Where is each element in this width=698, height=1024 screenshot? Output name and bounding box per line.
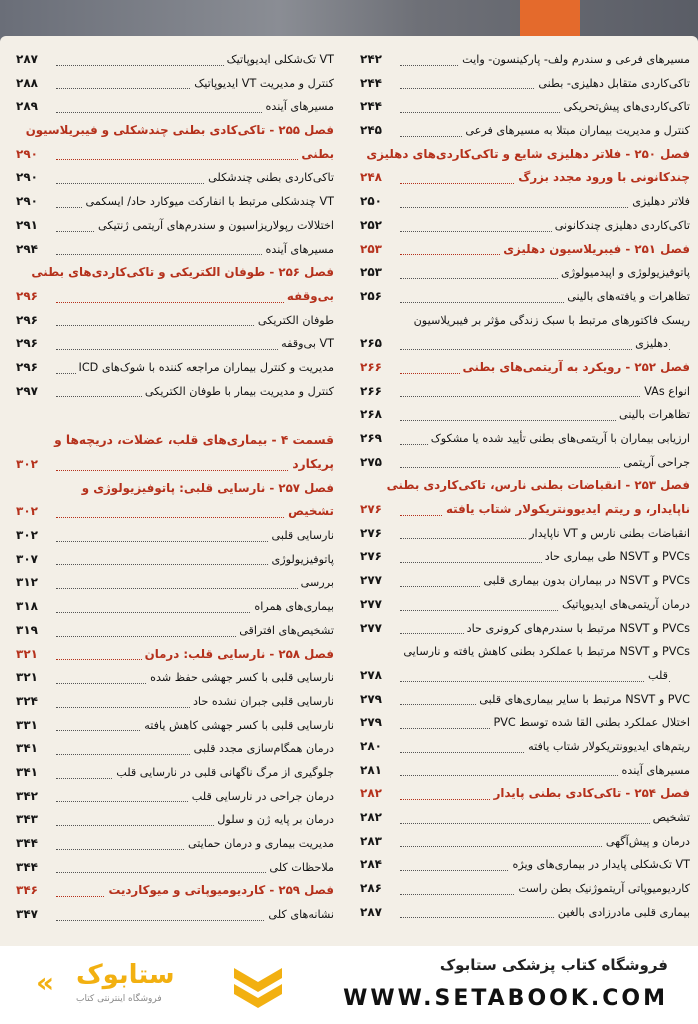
shop-url-link[interactable]: WWW.SETABOOK.COM: [343, 986, 668, 1011]
page-number: ۳۴۱: [16, 737, 42, 761]
page-number: ۲۶۹: [360, 427, 386, 451]
page-number: ۲۸۷: [360, 901, 386, 925]
toc-entry: [16, 737, 334, 761]
toc-entry: [360, 48, 690, 72]
chapter-heading: [360, 356, 690, 380]
page-number: ۲۷۵: [360, 451, 386, 475]
page-number: ۲۶۸: [360, 403, 386, 427]
entry-title: طوفان الکتریکی: [255, 309, 334, 333]
entry-title: PVCs و NSVT در بیماران بدون بیماری قلبی: [480, 569, 690, 593]
toc-entry: [16, 403, 334, 429]
entry-title: تظاهرات و یافته‌های بالینی: [564, 285, 690, 309]
chapter-heading: [360, 782, 690, 806]
chapter-heading: [16, 261, 334, 285]
toc-entry: [360, 830, 690, 854]
toc-column-left: [16, 48, 334, 927]
entry-title: قسمت ۴ - بیماری‌های قلب، عضلات، دریچه‌ها و: [51, 429, 334, 453]
page-number: ۲۷۷: [360, 617, 386, 641]
entry-title: بیماری قلبی مادرزادی بالغین: [555, 901, 690, 925]
entry-title: نارسایی قلبی با کسر جهشی حفظ شده: [147, 666, 334, 690]
page-number: ۲۴۵: [360, 119, 386, 143]
dot-leader: [56, 302, 314, 303]
entry-title: تاکی‌کاردی‌های پیش‌تحریکی: [560, 95, 690, 119]
entry-title: PVCs و NSVT مرتبط با سندرم‌های کرونری حاد: [464, 617, 690, 641]
dot-leader: [400, 823, 670, 824]
page-number: ۲۵۶: [360, 285, 386, 309]
entry-title: مسیرهای آینده: [263, 95, 334, 119]
chapter-heading: [16, 477, 334, 501]
chapter-heading: [360, 498, 690, 522]
toc-entry: [16, 48, 334, 72]
page-number: ۲۵۲: [360, 214, 386, 238]
entry-title: مسیرهای فرعی و سندرم ولف- پارکینسون- وایت: [459, 48, 690, 72]
chapter-heading: [16, 879, 334, 903]
page-number: ۲۶۵: [360, 332, 386, 356]
logo-tagline: فروشگاه اینترنتی کتاب: [76, 994, 162, 1004]
page-number: ۳۴۷: [16, 903, 42, 927]
entry-title: فصل ۲۵۴ - تاکی‌کادی بطنی پایدار: [491, 782, 690, 806]
toc-entry: [360, 190, 690, 214]
entry-title: پاتوفیزیولوژی: [268, 548, 334, 572]
entry-title: مسیرهای آینده: [619, 759, 690, 783]
page-number: ۳۲۱: [16, 666, 42, 690]
entry-title: PVCs و NSVT مرتبط با عملکرد بطنی کاهش یافته و نارسایی: [400, 640, 690, 664]
footer-banner: [0, 946, 698, 1024]
toc-entry: [16, 785, 334, 809]
entry-title: فصل ۲۵۸ - نارسایی قلب: درمان: [142, 643, 334, 667]
entry-title: درمان همگام‌سازی مجدد قلبی: [191, 737, 334, 761]
toc-entry: [16, 808, 334, 832]
dot-leader: [56, 588, 314, 589]
page-number: ۲۹۰: [16, 166, 42, 190]
page-number: ۲۹۶: [16, 356, 42, 380]
page-number: ۳۰۲: [16, 524, 42, 548]
entry-title: کنترل و مدیریت بیمار با طوفان الکتریکی: [142, 380, 334, 404]
dot-leader: [400, 349, 670, 350]
entry-title: فصل ۲۵۳ - انقباضات بطنی نارس، تاکی‌کاردی بطنی: [384, 474, 690, 498]
toc-entry: [16, 714, 334, 738]
page-number: ۳۲۴: [16, 690, 42, 714]
page-number: ۲۷۶: [360, 545, 386, 569]
page-number: ۲۸۲: [360, 782, 386, 806]
page-number: ۳۴۱: [16, 761, 42, 785]
page-number: ۲۹۱: [16, 214, 42, 238]
page-number: ۲۷۷: [360, 569, 386, 593]
entry-title: درمان آریتمی‌های ایدیوپاتیک: [559, 593, 690, 617]
toc-entry: [16, 214, 334, 238]
dot-leader: [400, 681, 670, 682]
toc-entry: [360, 380, 690, 404]
logo-mark-icon: «: [36, 966, 55, 999]
toc-entry: [360, 285, 690, 309]
page-number: ۳۴۴: [16, 856, 42, 880]
entry-title: ریتم‌های ایدیوونتریکولار شتاب یافته: [525, 735, 690, 759]
toc-entry: [16, 238, 334, 262]
page-number: ۲۶۶: [360, 380, 386, 404]
part-heading: [16, 453, 334, 477]
page-number: ۲۴۲: [360, 48, 386, 72]
chapter-heading: [16, 119, 334, 143]
entry-title: درمان جراحی در نارسایی قلب: [189, 785, 334, 809]
page-number: ۲۸۹: [16, 95, 42, 119]
dot-leader: [56, 159, 314, 160]
entry-title: انواع VAs: [641, 380, 690, 404]
toc-entry: [360, 95, 690, 119]
entry-title: اختلال عملکرد بطنی القا شده توسط PVC: [490, 711, 690, 735]
entry-title: PVCs و NSVT طی بیماری حاد: [542, 545, 690, 569]
entry-title: فصل ۲۵۲ - رویکرد به آریتمی‌های بطنی: [460, 356, 690, 380]
toc-entry: [360, 72, 690, 96]
entry-title: PVC و NSVT مرتبط با سایر بیماری‌های قلبی: [476, 688, 690, 712]
entry-title: فلاتر دهلیزی: [629, 190, 690, 214]
chapter-heading: [16, 143, 334, 167]
entry-title: نشانه‌های کلی: [265, 903, 334, 927]
part-heading: [16, 429, 334, 453]
entry-title: کنترل و مدیریت VT ایدیوپاتیک: [191, 72, 334, 96]
page-number: ۳۲۱: [16, 643, 42, 667]
entry-title: فصل ۲۵۷ - نارسایی قلبی: پاتوفیزیولوژی و: [79, 477, 334, 501]
entry-title: VT بی‌وقفه: [278, 332, 334, 356]
chapter-heading: [16, 643, 334, 667]
toc-entry: [360, 427, 690, 451]
entry-title: کنترل و مدیریت بیماران مبتلا به مسیرهای فرعی: [462, 119, 690, 143]
entry-title: درمان بر پایه ژن و سلول: [214, 808, 334, 832]
page-number: ۳۱۲: [16, 571, 42, 595]
page-number: ۲۹۶: [16, 332, 42, 356]
page-number: ۲۸۱: [360, 759, 386, 783]
toc-entry: [360, 877, 690, 901]
toc-entry: [16, 571, 334, 595]
page-number: ۲۷۸: [360, 664, 386, 688]
entry-title: تاکی‌کاردی متقابل دهلیزی- بطنی: [535, 72, 690, 96]
entry-title: تشخیص: [285, 500, 334, 524]
logo-text: ستابوک: [76, 960, 175, 990]
entry-title: نارسایی قلبی با کسر جهشی کاهش یافته: [141, 714, 334, 738]
page-number: ۲۷۶: [360, 498, 386, 522]
toc-entry: [360, 403, 690, 427]
toc-entry: [360, 214, 690, 238]
page-top-photo: [0, 0, 698, 50]
entry-title: نارسایی قلبی جبران نشده حاد: [190, 690, 334, 714]
toc-entry: [360, 664, 690, 688]
toc-entry: [360, 522, 690, 546]
toc-entry: [16, 356, 334, 380]
toc-entry: [360, 640, 690, 664]
chevron-down-icon: [232, 966, 284, 1010]
page-number: ۳۰۷: [16, 548, 42, 572]
page-number: ۳۴۴: [16, 832, 42, 856]
toc-entry: [360, 332, 690, 356]
entry-title: VT تک‌شکلی ایدیوپاتیک: [224, 48, 334, 72]
page-number: ۲۹۰: [16, 190, 42, 214]
toc-entry: [16, 190, 334, 214]
page-number: ۲۹۷: [16, 380, 42, 404]
toc-entry: [16, 166, 334, 190]
toc-entry: [16, 380, 334, 404]
toc-entry: [360, 901, 690, 925]
toc-entry: [360, 853, 690, 877]
page-number: ۲۵۳: [360, 261, 386, 285]
toc-entry: [360, 569, 690, 593]
shop-name: فروشگاه کتاب پزشکی ستابوک: [439, 956, 668, 974]
chapter-heading: [360, 143, 690, 167]
entry-title: مسیرهای آینده: [263, 238, 334, 262]
entry-title: اختلالات رپولاریزاسیون و سندرم‌های آریتمی ژنتیکی: [95, 214, 334, 238]
page-number: ۲۴۴: [360, 72, 386, 96]
entry-title: پریکارد: [289, 453, 334, 477]
entry-title: انقباضات بطنی نارس و VT ناپایدار: [526, 522, 690, 546]
entry-title: پاتوفیزیولوژی و اپیدمیولوژی: [558, 261, 690, 285]
toc-entry: [16, 832, 334, 856]
entry-title: تاکی‌کاردی دهلیزی چندکانونی: [552, 214, 690, 238]
entry-title: مدیریت بیماری و درمان حمایتی: [185, 832, 334, 856]
page-number: ۲۸۲: [360, 806, 386, 830]
chapter-heading: [360, 474, 690, 498]
page-number: ۲۸۴: [360, 853, 386, 877]
chapter-heading: [360, 238, 690, 262]
toc-entry: [360, 119, 690, 143]
page-number: ۲۵۳: [360, 238, 386, 262]
entry-title: درمان و پیش‌آگهی: [603, 830, 690, 854]
entry-title: تظاهرات بالینی: [616, 403, 690, 427]
page-number: ۲۷۷: [360, 593, 386, 617]
entry-title: جراحی آریتمی: [620, 451, 690, 475]
page-number: ۲۷۹: [360, 688, 386, 712]
entry-title: نارسایی قلبی: [269, 524, 334, 548]
toc-entry: [360, 711, 690, 735]
toc-entry: [360, 617, 690, 641]
chapter-heading: [360, 166, 690, 190]
toc-entry: [360, 735, 690, 759]
entry-title: جلوگیری از مرگ ناگهانی قلبی در نارسایی قلب: [113, 761, 334, 785]
page-number: ۲۸۸: [16, 72, 42, 96]
page-number: ۳۰۲: [16, 453, 42, 477]
toc-entry: [16, 856, 334, 880]
page-number: ۳۳۱: [16, 714, 42, 738]
toc-entry: [360, 451, 690, 475]
entry-title: فصل ۲۵۶ - طوفان الکتریکی و تاکی‌کاردی‌های بطنی: [28, 261, 334, 285]
page-number: ۲۹۴: [16, 238, 42, 262]
entry-title: بی‌وقفه: [284, 285, 334, 309]
chapter-heading: [16, 285, 334, 309]
entry-title: بیماری‌های همراه: [251, 595, 334, 619]
page-number: ۲۹۶: [16, 309, 42, 333]
dot-leader: [56, 349, 314, 350]
page-number: ۳۴۶: [16, 879, 42, 903]
toc-entry: [16, 619, 334, 643]
entry-title: ملاحظات کلی: [266, 856, 334, 880]
toc-entry: [16, 690, 334, 714]
entry-title: فصل ۲۵۵ - تاکی‌کادی بطنی چندشکلی و فیبریلاسیون: [23, 119, 334, 143]
entry-title: ریسک فاکتورهای مرتبط با سبک زندگی مؤثر بر فیبریلاسیون: [411, 309, 690, 333]
page-number: ۲۵۰: [360, 190, 386, 214]
page-number: ۲۶۶: [360, 356, 386, 380]
page-number: ۲۸۰: [360, 735, 386, 759]
setabook-logo[interactable]: [36, 960, 226, 1014]
entry-title: دهلیزی: [632, 332, 668, 356]
page-number: ۲۷۹: [360, 711, 386, 735]
page-number: ۲۷۶: [360, 522, 386, 546]
toc-entry: [16, 666, 334, 690]
page-number: ۲۸۶: [360, 877, 386, 901]
toc-entry: [360, 593, 690, 617]
entry-title: فصل ۲۵۹ - کاردیومیوپاتی و میوکاردیت: [105, 879, 334, 903]
entry-title: بررسی: [298, 571, 334, 595]
page-number: ۲۸۷: [16, 48, 42, 72]
entry-title: VT تک‌شکلی پایدار در بیماری‌های ویژه: [509, 853, 690, 877]
toc-entry: [360, 309, 690, 333]
toc-entry: [16, 95, 334, 119]
toc-entry: [360, 688, 690, 712]
toc-entry: [16, 761, 334, 785]
toc-entry: [360, 806, 690, 830]
page-number: ۲۹۶: [16, 285, 42, 309]
entry-title: کاردیومیوپاتی آریتموژنیک بطن راست: [515, 877, 690, 901]
toc-entry: [16, 548, 334, 572]
toc-entry: [16, 903, 334, 927]
toc-entry: [360, 261, 690, 285]
entry-title: تشخیص‌های افتراقی: [236, 619, 334, 643]
entry-title: قلب: [645, 664, 668, 688]
page-number: ۲۴۴: [360, 95, 386, 119]
toc-entry: [16, 309, 334, 333]
entry-title: تاکی‌کاردی بطنی چندشکلی: [205, 166, 334, 190]
page-number: ۳۴۳: [16, 808, 42, 832]
entry-title: ارزیابی بیماران با آریتمی‌های بطنی تأیید شده یا مشکوک: [428, 427, 690, 451]
page-number: ۲۹۰: [16, 143, 42, 167]
page-number: ۲۸۳: [360, 830, 386, 854]
page-number: ۳۱۹: [16, 619, 42, 643]
dot-leader: [400, 396, 670, 397]
entry-title: تشخیص: [650, 806, 690, 830]
dot-leader: [56, 470, 314, 471]
entry-title: مدیریت و کنترل بیماران مراجعه کننده با شوک‌های ICD: [76, 356, 334, 380]
toc-entry: [360, 545, 690, 569]
entry-title: ناپایدار، و ریتم ایدیوونتریکولار شتاب یافته: [443, 498, 690, 522]
page-number: ۳۱۸: [16, 595, 42, 619]
entry-title: فصل ۲۵۰ - فلاتر دهلیزی شایع و تاکی‌کاردی‌های دهلیزی: [363, 143, 690, 167]
page-number: ۲۴۸: [360, 166, 386, 190]
entry-title: فصل ۲۵۱ - فیبریلاسیون دهلیزی: [500, 238, 690, 262]
page-number: ۳۴۲: [16, 785, 42, 809]
toc-column-right: [360, 48, 690, 924]
toc-entry: [16, 524, 334, 548]
toc-entry: [16, 595, 334, 619]
entry-title: چندکانونی با ورود مجدد بزرگ: [515, 166, 690, 190]
toc-entry: [16, 72, 334, 96]
toc-entry: [16, 332, 334, 356]
chapter-heading: [16, 500, 334, 524]
entry-title: VT چندشکلی مرتبط با انفارکت میوکارد حاد/ ایسکمی: [83, 190, 334, 214]
page-number: ۳۰۲: [16, 500, 42, 524]
toc-entry: [360, 759, 690, 783]
dot-leader: [56, 517, 314, 518]
entry-title: بطنی: [298, 143, 334, 167]
